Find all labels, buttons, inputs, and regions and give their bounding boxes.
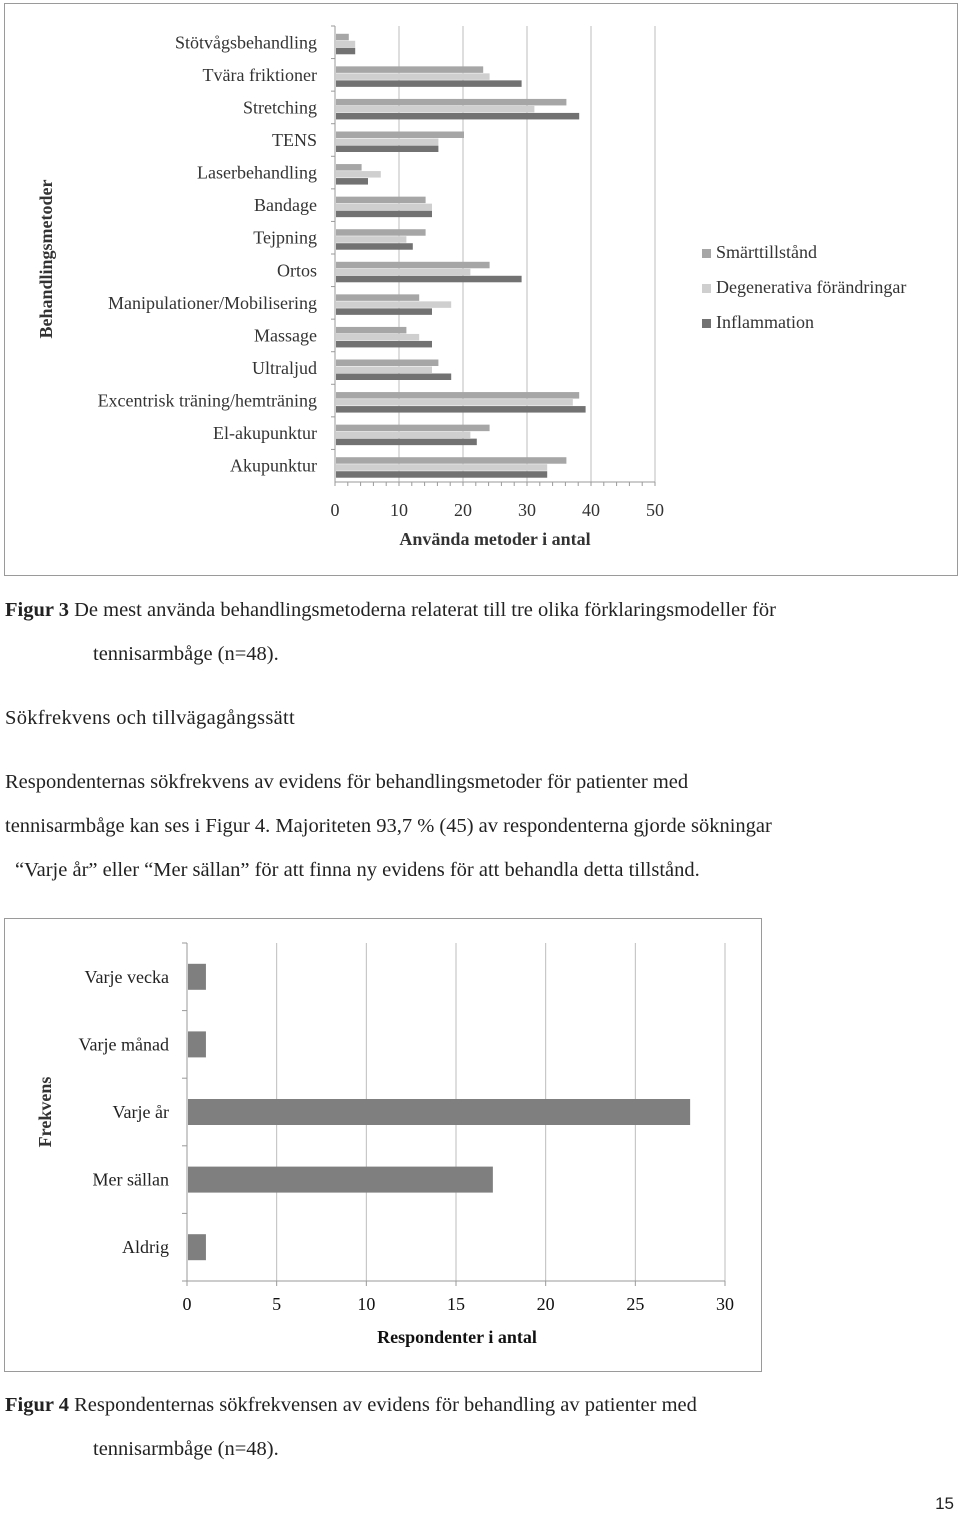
bar	[336, 432, 470, 439]
bar	[336, 146, 438, 153]
category-label: Mer sällan	[92, 1169, 169, 1190]
bar	[336, 471, 547, 478]
bar	[336, 464, 547, 471]
category-label: Excentrisk träning/hemträning	[97, 390, 317, 411]
figure-4-caption-text-cont: tennisarmbåge (n=48).	[93, 1438, 279, 1460]
category-label: Akupunktur	[230, 455, 317, 476]
bar	[336, 276, 522, 283]
x-tick-label: 15	[447, 1294, 465, 1314]
bar	[336, 211, 432, 218]
bar	[336, 406, 586, 413]
category-label: Ortos	[277, 260, 317, 281]
category-label: Varje månad	[78, 1034, 169, 1055]
bar	[336, 425, 490, 432]
legend-swatch	[702, 284, 711, 293]
figure-3-caption-text-cont: tennisarmbåge (n=48).	[93, 643, 279, 665]
bar	[336, 243, 413, 250]
bar	[336, 139, 438, 146]
bar	[336, 66, 483, 73]
bar	[336, 327, 406, 334]
figure-4-label: Figur 4	[5, 1394, 69, 1416]
x-tick-label: 10	[390, 500, 408, 520]
figure-3-label: Figur 3	[5, 599, 69, 621]
x-tick-label: 40	[582, 500, 600, 520]
paragraph-line: Respondenternas sökfrekvens av evidens för behandlingsmetoder för patienter med	[5, 771, 689, 793]
bar	[336, 204, 432, 211]
bar	[336, 262, 490, 269]
bar	[336, 229, 426, 236]
page-number: 15	[935, 1494, 954, 1513]
legend-label: Degenerativa förändringar	[716, 277, 907, 297]
category-label: Laserbehandling	[197, 162, 317, 183]
bar	[336, 360, 438, 367]
category-label: El-akupunktur	[213, 423, 317, 444]
bar	[336, 113, 579, 120]
category-label: Massage	[254, 325, 317, 346]
bar	[336, 367, 432, 374]
legend-label: Inflammation	[716, 312, 814, 332]
legend-swatch	[702, 319, 711, 328]
bar	[336, 197, 426, 204]
bar	[336, 236, 406, 243]
bar	[188, 1099, 690, 1125]
y-axis-label: Frekvens	[35, 1076, 55, 1148]
x-axis-label: Respondenter i antal	[377, 1327, 537, 1347]
bar	[336, 73, 490, 80]
x-tick-label: 0	[330, 500, 340, 520]
body-paragraph	[5, 760, 955, 892]
bar	[188, 964, 206, 990]
category-label: Bandage	[254, 195, 317, 216]
bar	[336, 301, 451, 308]
x-tick-label: 30	[716, 1294, 734, 1314]
x-axis-label: Använda metoder i antal	[399, 529, 591, 549]
section-heading: Sökfrekvens och tillvägagångssätt	[5, 707, 296, 729]
bar	[188, 1167, 493, 1193]
category-label: Manipulationer/Mobilisering	[108, 292, 317, 313]
bar	[336, 269, 470, 276]
figure-4-chart	[4, 918, 762, 1372]
bar	[336, 80, 522, 87]
bar	[336, 294, 419, 301]
bar	[336, 106, 534, 113]
bar	[336, 439, 477, 446]
bar	[336, 41, 355, 48]
bar	[336, 178, 368, 185]
bar	[336, 132, 464, 139]
figure-4-svg	[5, 919, 761, 1371]
figure-3-caption	[5, 588, 776, 676]
legend-label: Smärttillstånd	[716, 242, 817, 262]
bar	[336, 164, 362, 171]
bar	[336, 99, 566, 106]
category-label: Stötvågsbehandling	[175, 32, 317, 53]
category-label: Aldrig	[122, 1237, 169, 1258]
paragraph-line: “Varje år” eller “Mer sällan” för att finna ny evidens för att behandla detta tillstånd.	[15, 859, 700, 881]
x-tick-label: 25	[626, 1294, 645, 1314]
x-tick-label: 50	[646, 500, 664, 520]
y-axis-label: Behandlingsmetoder	[36, 179, 56, 339]
x-tick-label: 10	[357, 1294, 376, 1314]
figure-3-chart	[4, 3, 958, 576]
legend-swatch	[702, 249, 711, 258]
x-tick-label: 30	[518, 500, 536, 520]
bar	[336, 374, 451, 381]
figure-3-svg	[5, 4, 957, 575]
x-tick-label: 20	[536, 1294, 555, 1314]
paragraph-line: tennisarmbåge kan ses i Figur 4. Majoriteten 93,7 % (45) av respondenterna gjorde sökningar	[5, 815, 772, 837]
bar	[336, 34, 349, 41]
category-label: Stretching	[243, 97, 317, 118]
figure-4-caption-text: Respondenternas sökfrekvensen av evidens för behandling av patienter med	[68, 1394, 697, 1416]
bar	[336, 308, 432, 315]
figure-4-caption	[5, 1383, 697, 1471]
bar	[336, 399, 573, 406]
category-label: Tvära friktioner	[202, 64, 317, 85]
bar	[336, 48, 355, 55]
bar	[336, 392, 579, 399]
bar	[336, 171, 381, 178]
category-label: Ultraljud	[252, 358, 317, 378]
figure-3-caption-text: De mest använda behandlingsmetoderna relaterat till tre olika förklaringsmodeller för	[68, 599, 776, 621]
category-label: Tejpning	[253, 227, 317, 248]
bar	[188, 1234, 206, 1260]
category-label: TENS	[272, 130, 317, 150]
bar	[336, 334, 419, 341]
category-label: Varje vecka	[84, 966, 169, 987]
category-label: Varje år	[112, 1102, 169, 1122]
bar	[188, 1031, 206, 1057]
bar	[336, 341, 432, 348]
x-tick-label: 0	[182, 1294, 192, 1314]
x-tick-label: 5	[272, 1294, 282, 1314]
x-tick-label: 20	[454, 500, 472, 520]
bar	[336, 457, 566, 464]
